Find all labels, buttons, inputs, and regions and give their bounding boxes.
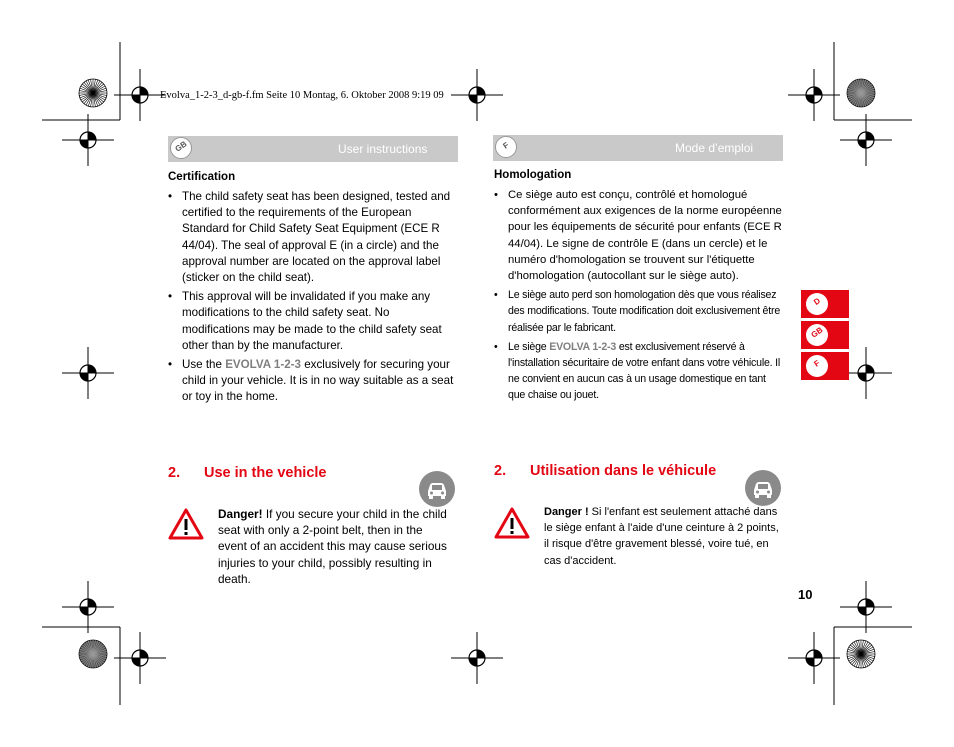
registration-mark-icon	[788, 632, 840, 684]
list-item: • Le siège EVOLVA 1-2-3 est exclusivement réservé à l'installation sécuritaire de votre enfant dans votre véhicule. Il ne convient en aucun cas à un usage domestique en tant que chaise ou jouet.	[494, 339, 784, 404]
danger-notice: Danger ! Si l'enfant est seulement attaché dans le siège enfant à l'aide d'une ceinture à 2 points, il risque d'être gravement blessé, voire tué, en cas d'accident.	[544, 506, 779, 567]
bar-title: User instructions	[338, 142, 428, 156]
registration-mark-icon	[840, 114, 892, 166]
section-heading: Certification	[168, 171, 236, 183]
registration-mark-icon	[840, 581, 892, 633]
language-badge: F	[495, 136, 517, 158]
registration-mark-icon	[62, 347, 114, 399]
car-icon	[419, 471, 455, 507]
file-header: Evolva_1-2-3_d-gb-f.fm Seite 10 Montag, 6. Oktober 2008 9:19 09	[160, 90, 444, 101]
bullet-list	[168, 189, 458, 409]
brand-name: EVOLVA 1-2-3	[225, 358, 301, 372]
list-item: • The child safety seat has been designed, tested and certified to the requirements of the European Standard for Child Safety Seat Equipment (ECE R 44/04). The seal of approval E (in a circle) and the approval number are located on the approval label (sticker on the child seat).	[168, 189, 458, 286]
bar-title: Mode d’emploi	[675, 141, 754, 155]
list-item: • Use the EVOLVA 1-2-3 exclusively for securing your child in your vehicle. It is in no way suitable as a seat or toy in the home.	[168, 357, 458, 406]
list-item: • Ce siège auto est conçu, contrôlé et homologué conformément aux exigences de la norme européenne pour les équipements de sécurité pour enfants (ECE R 44/04). Le signe de contrôle E (dans un cercle) et le numéro d'homologation se trouvent sur l'étiquette d'homologation (autocollant sur le siège auto).	[494, 187, 784, 284]
starburst-icon	[847, 79, 875, 107]
registration-mark-icon	[451, 69, 503, 121]
registration-mark-icon	[788, 69, 840, 121]
registration-mark-icon	[114, 69, 166, 121]
language-tab-d[interactable]: D	[801, 290, 849, 318]
section-title: 2. Use in the vehicle	[168, 465, 327, 481]
language-tab-f[interactable]: F	[801, 352, 849, 380]
list-item: • This approval will be invalidated if you make any modifications to the child safety seat. No modifications may be made to the child safety seat other than by the manufacturer.	[168, 289, 458, 354]
warning-triangle-icon	[494, 507, 530, 539]
brand-name: EVOLVA 1-2-3	[549, 340, 617, 353]
starburst-icon	[79, 640, 107, 668]
bullet-list	[494, 187, 784, 407]
language-tab-gb[interactable]: GB	[801, 321, 849, 349]
warning-triangle-icon	[168, 508, 204, 540]
section-heading: Homologation	[494, 169, 572, 181]
car-icon	[745, 470, 781, 506]
section-title: 2. Utilisation dans le véhicule	[494, 463, 717, 479]
registration-mark-icon	[62, 581, 114, 633]
danger-notice: Danger! If you secure your child in the child seat with only a 2-point belt, then in the event of an accident this may cause serious injuries to your child, possibly resulting in death.	[218, 507, 447, 586]
registration-mark-icon	[114, 632, 166, 684]
language-badge: GB	[170, 137, 192, 159]
registration-mark-icon	[62, 114, 114, 166]
page-number: 10	[798, 587, 813, 602]
starburst-icon	[847, 640, 875, 668]
registration-mark-icon	[451, 632, 503, 684]
language-bar-gb	[168, 136, 458, 162]
list-item: • Le siège auto perd son homologation dès que vous réalisez des modifications. Toute modification doit exclusivement être réalisée par le fabricant.	[494, 287, 784, 336]
starburst-icon	[79, 79, 107, 107]
language-bar-f	[493, 135, 783, 161]
